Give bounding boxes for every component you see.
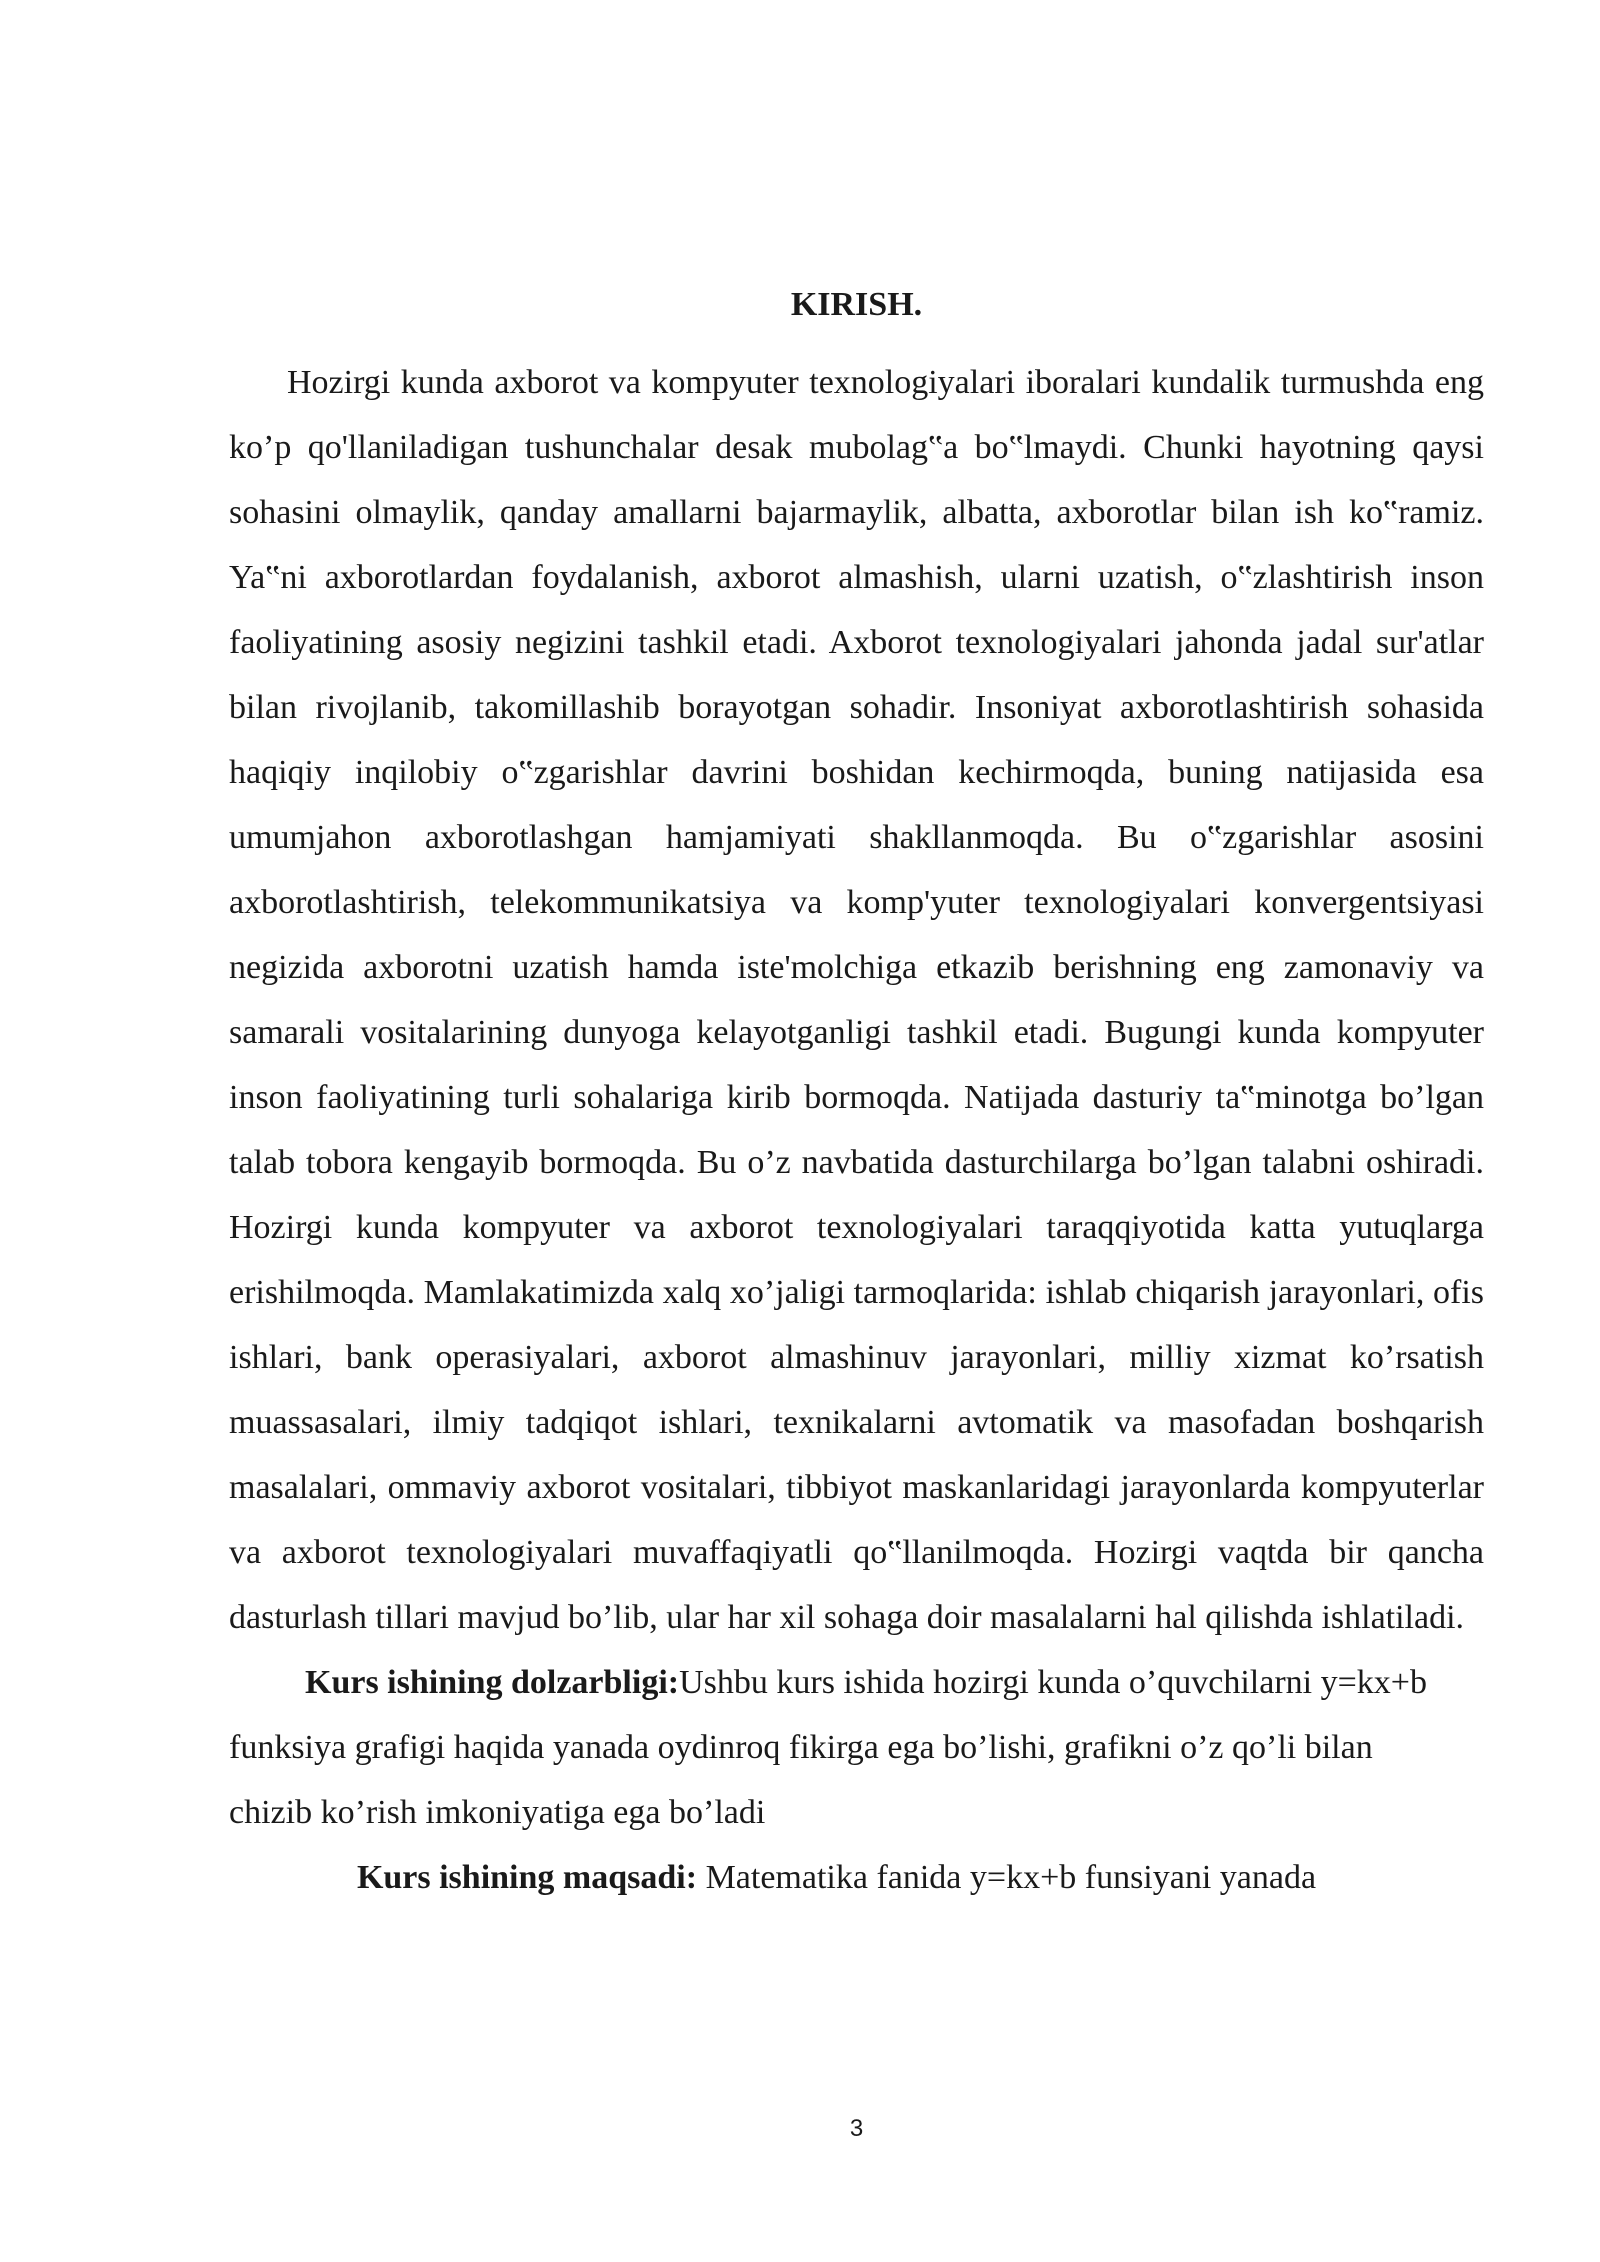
body-text	[229, 350, 1484, 1910]
relevance-paragraph	[229, 1650, 1484, 1845]
relevance-label: Kurs ishining dolzarbligi:	[305, 1664, 680, 1701]
intro-paragraph: Hozirgi kunda axborot va kompyuter texnologiyalari iboralari kundalik turmushda eng ko’p qo'llaniladigan tushunchalar desak mubolag‟a bo‟lmaydi. Chunki hayotning qaysi sohasini olmaylik, qanday amallarni bajarmaylik, albatta, axborotlar bilan ish ko‟ramiz. Ya‟ni axborotlardan foydalanish, axborot almashish, ularni uzatish, o‟zlashtirish inson faoliyatining asosiy negizini tashkil etadi. Axborot texnologiyalari jahonda jadal sur'atlar bilan rivojlanib, takomillashib borayotgan sohadir. Insoniyat axborotlashtirish sohasida haqiqiy inqilobiy o‟zgarishlar davrini boshidan kechirmoqda, buning natijasida esa umumjahon axborotlashgan hamjamiyati shakllanmoqda. Bu o‟zgarishlar asosini axborotlashtirish, telekommunikatsiya va komp'yuter texnologiyalari konvergentsiyasi negizida axborotni uzatish hamda iste'molchiga etkazib berishning eng zamonaviy va samarali vositalarining dunyoga kelayotganligi tashkil etadi. Bugungi kunda kompyuter inson faoliyatining turli sohalariga kirib bormoqda. Natijada dasturiy ta‟minotga bo’lgan talab tobora kengayib bormoqda. Bu o’z navbatida dasturchilarga bo’lgan talabni oshiradi. Hozirgi kunda kompyuter va axborot texnologiyalari taraqqiyotida katta yutuqlarga erishilmoqda. Mamlakatimizda xalq xo’jaligi tarmoqlarida: ishlab chiqarish jarayonlari, ofis ishlari, bank operasiyalari, axborot almashinuv jarayonlari, milliy xizmat ko’rsatish muassasalari, ilmiy tadqiqot ishlari, texnikalarni avtomatik va masofadan boshqarish masalalari, ommaviy axborot vositalari, tibbiyot maskanlaridagi jarayonlarda kompyuterlar va axborot texnologiyalari muvaffaqiyatli qo‟llanilmoqda. Hozirgi vaqtda bir qancha dasturlash tillari mavjud bo’lib, ular har xil sohaga doir masalalarni hal qilishda ishlatiladi.	[229, 364, 1484, 1636]
goal-label: Kurs ishining maqsadi:	[356, 1859, 698, 1896]
page-number: 3	[849, 2115, 864, 2142]
section-title: KIRISH.	[790, 286, 923, 323]
relevance-text: Ushbu kurs ishida hozirgi kunda o’quvchilarni y=kx+b funksiya grafigi haqida yanada oydinroq fikirga ega bo’lishi, grafikni o’z qo’li bilan chizib ko’rish imkoniyatiga ega bo’ladi	[229, 1664, 1427, 1831]
goal-paragraph	[229, 1845, 1484, 1910]
goal-text: Matematika fanida y=kx+b funsiyani yanada	[697, 1859, 1317, 1896]
